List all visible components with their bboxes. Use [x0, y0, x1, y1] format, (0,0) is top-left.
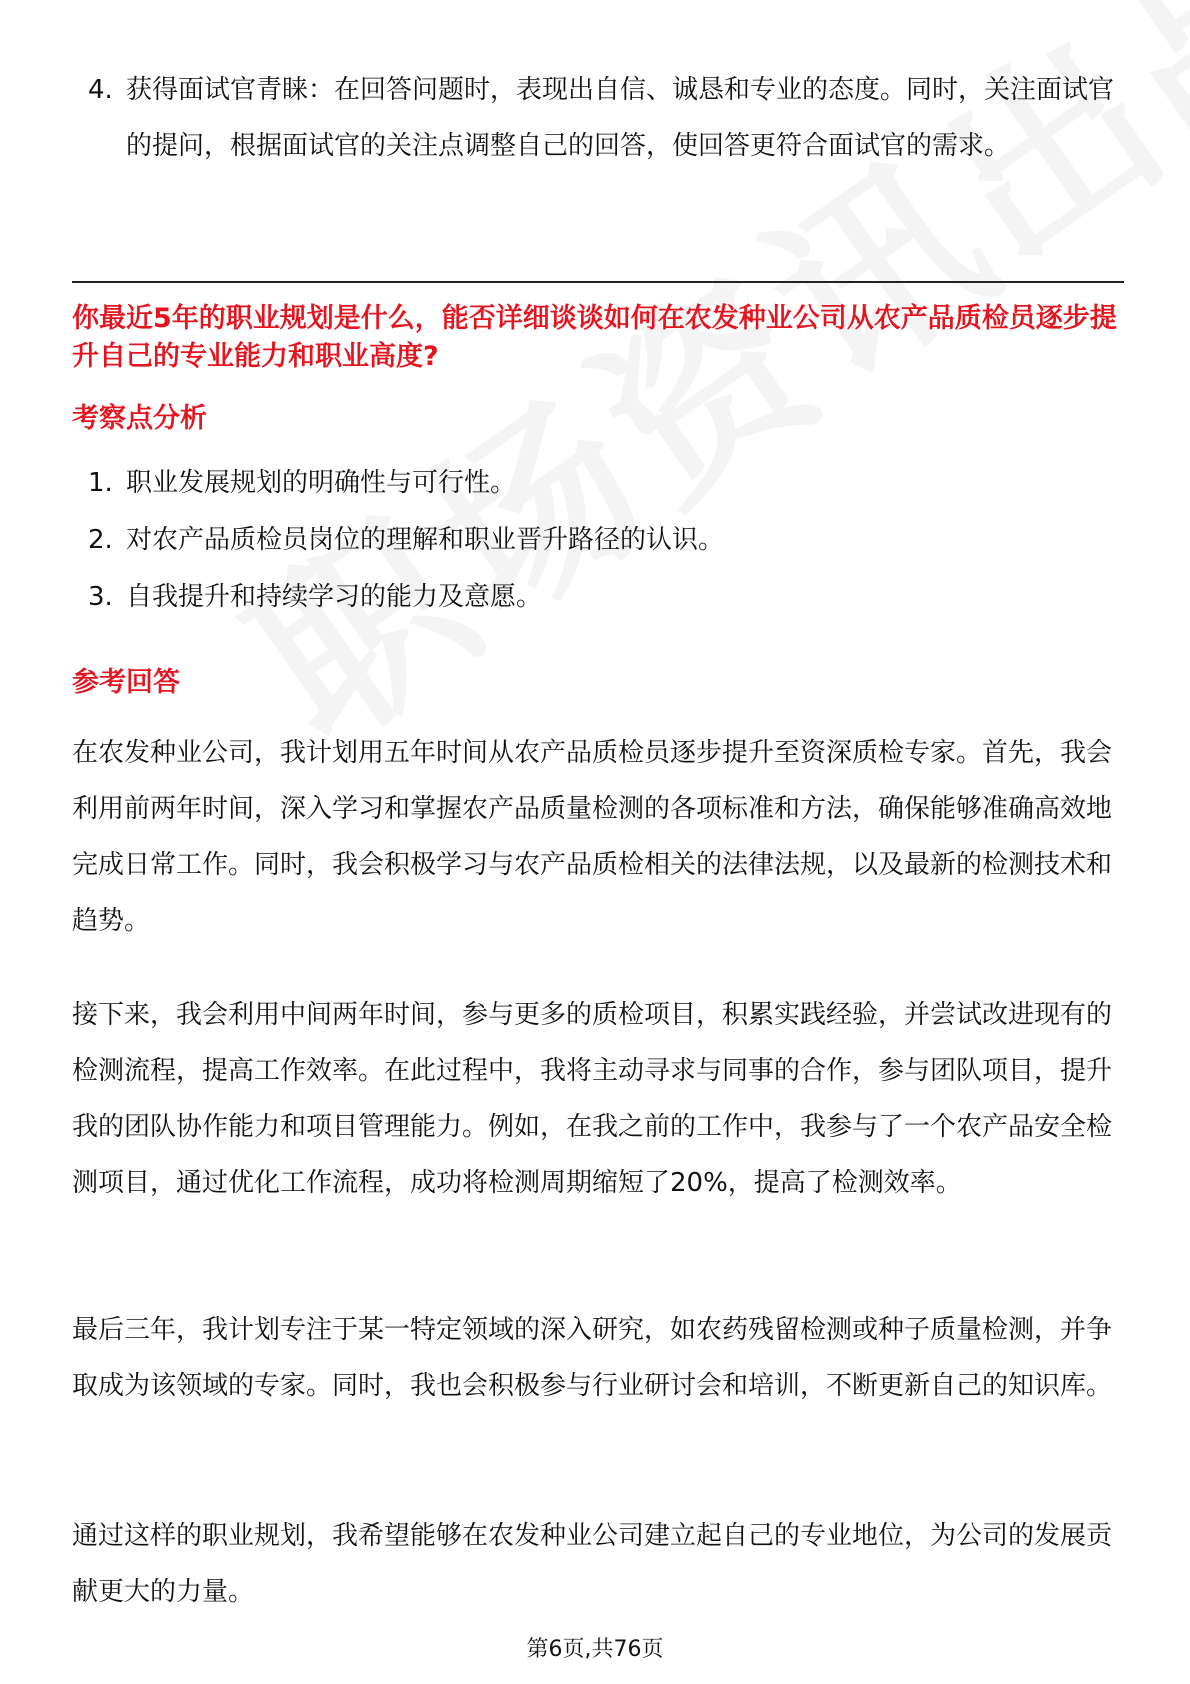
answer-paragraph: 最后三年，我计划专注于某一特定领域的深入研究，如农药残留检测或种子质量检测，并争取成为该领域的专家。同时，我也会积极参与行业研讨会和培训，不断更新自己的知识库。 [72, 1315, 1113, 1401]
list-item-text: 自我提升和持续学习的能力及意愿。 [126, 582, 543, 612]
page-number: 第6页,共76页 [526, 1637, 664, 1662]
analysis-heading: 考察点分析 [72, 403, 207, 434]
answer-paragraph: 通过这样的职业规划，我希望能够在农发种业公司建立起自己的专业地位，为公司的发展贡献更大的力量。 [72, 1521, 1113, 1607]
analysis-list [88, 466, 1123, 637]
list-item [88, 580, 1123, 637]
list-item-text: 对农产品质检员岗位的理解和职业晋升路径的认识。 [126, 525, 725, 555]
list-item-number: 2. [88, 525, 113, 555]
list-item-number: 4. [88, 75, 113, 105]
question-heading: 你最近5年的职业规划是什么，能否详细谈谈如何在农发种业公司从农产品质检员逐步提升自己的专业能力和职业高度? [72, 303, 1117, 372]
list-item [88, 466, 1123, 523]
list-item-previous [88, 62, 1123, 174]
list-item [88, 523, 1123, 580]
answer-heading: 参考回答 [72, 667, 180, 698]
list-item-text: 获得面试官青睐：在回答问题时，表现出自信、诚恳和专业的态度。同时，关注面试官的提问，根据面试官的关注点调整自己的回答，使回答更符合面试官的需求。 [126, 75, 1115, 161]
answer-paragraph: 在农发种业公司，我计划用五年时间从农产品质检员逐步提升至资深质检专家。首先，我会利用前两年时间，深入学习和掌握农产品质量检测的各项标准和方法，确保能够准确高效地完成日常工作。同时，我会积极学习与农产品质检相关的法律法规，以及最新的检测技术和趋势。 [72, 738, 1113, 936]
list-item-number: 1. [88, 468, 113, 498]
answer-paragraph: 接下来，我会利用中间两年时间，参与更多的质检项目，积累实践经验，并尝试改进现有的检测流程，提高工作效率。在此过程中，我将主动寻求与同事的合作，参与团队项目，提升我的团队协作能力和项目管理能力。例如，在我之前的工作中，我参与了一个农产品安全检测项目，通过优化工作流程，成功将检测周期缩短了20%，提高了检测效率。 [72, 1000, 1113, 1198]
section-divider [72, 281, 1124, 283]
list-item-number: 3. [88, 582, 113, 612]
list-item-text: 职业发展规划的明确性与可行性。 [126, 468, 517, 498]
